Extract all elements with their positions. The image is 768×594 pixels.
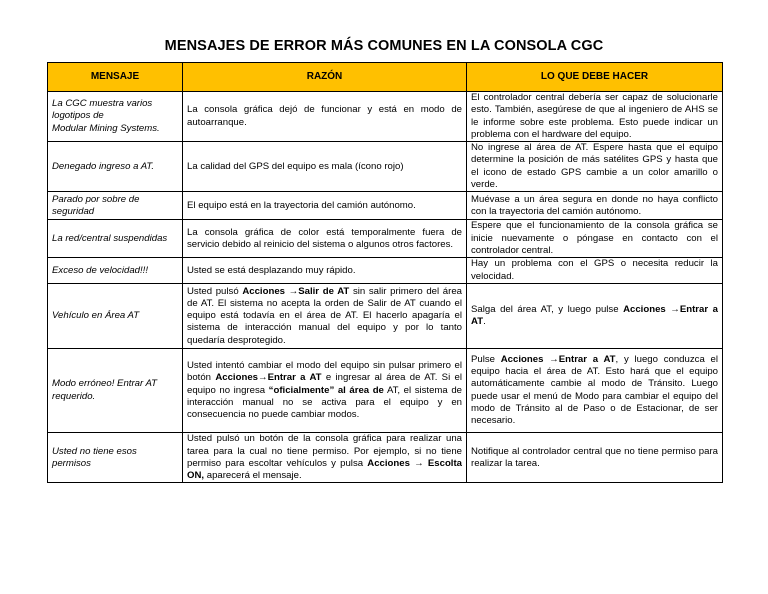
razon-text: Usted pulsó (187, 285, 243, 297)
cell-mensaje (48, 92, 183, 142)
cell-mensaje (48, 433, 183, 483)
table-row (48, 349, 723, 433)
table-row (48, 142, 723, 192)
document-title: MENSAJES DE ERROR MÁS COMUNES EN LA CONSOLA CGC (164, 38, 604, 54)
accion-text: , y luego conduzca el equipo hacia el área de AT. Esto hará que el equipo automáticamente cambie al modo de Tránsito. Luego puede usar el menú de Modo para cambiar el equipo del modo de Tránsito al de Paso o de Estacionar, de ser necesario. (471, 353, 718, 427)
cell-mensaje (48, 284, 183, 349)
mensaje-line: logotipos de (52, 110, 104, 122)
table-row (48, 220, 723, 258)
razon-text: Acciones →Salir de AT (242, 285, 350, 297)
razon-text: Usted pulsó un botón de la consola gráfica para realizar una tarea para la cual no tiene permiso. Por ejemplo, si no tiene permiso para escoltar vehículos y pulsa (187, 433, 462, 469)
header-razon: RAZÓN (183, 63, 467, 92)
mensaje-line: Modular Mining Systems. (52, 122, 160, 134)
cell-accion (467, 284, 723, 349)
cell-mensaje (48, 258, 183, 284)
accion-text: . (483, 316, 486, 328)
razon-text: Usted intentó cambiar el modo del equipo sin pulsar primero el botón (187, 360, 462, 384)
table-row (48, 258, 723, 284)
razon-text: “oficialmente” al área de (268, 384, 384, 396)
accion-text: Salga del área AT, y luego pulse (471, 303, 624, 315)
cell-accion (467, 92, 723, 142)
accion-text: Acciones →Entrar a AT (500, 353, 616, 365)
razon-text: Acciones→Entrar a AT (215, 372, 322, 384)
accion-text: No ingrese al área de AT. Espere hasta que el equipo determine la posición de más satélites GPS y hasta que el icono de estado GPS cambie a un color amarillo o verde. (471, 142, 718, 191)
cell-razon (183, 349, 467, 433)
cell-razon (183, 284, 467, 349)
error-messages-table (47, 62, 723, 483)
table-row (48, 92, 723, 142)
razon-text: sin salir primero del área de AT. El sistema no acepta la orden de Salir de AT cuando el equipo está todavía en el área de AT. El hacerlo apagaría el sistema de interacción manual del equipo y por lo tanto quedaría desprotegido. (187, 285, 462, 346)
header-accion: LO QUE DEBE HACER (467, 63, 723, 92)
mensaje-line: Modo erróneo! Entrar AT (52, 378, 158, 390)
accion-text: Muévase a un área segura en donde no haya conflicto con la trayectoria del camión autónomo. (471, 193, 718, 217)
cell-accion (467, 192, 723, 220)
cell-mensaje (48, 349, 183, 433)
mensaje-line: La red/central suspendidas (52, 232, 168, 244)
accion-text: Pulse (471, 353, 501, 365)
razon-text: Usted se está desplazando muy rápido. (187, 264, 356, 276)
accion-text: Hay un problema con el GPS o necesita reducir la velocidad. (471, 258, 718, 282)
razon-text: AT, el sistema de interacción manual no se activa para el equipo y en consecuencia no puede cambiar modos. (187, 384, 462, 421)
cell-razon (183, 142, 467, 192)
table-row (48, 284, 723, 349)
razon-text: La consola gráfica de color está temporalmente fuera de servicio debido al reinicio del sistema o algunos otros factores. (187, 226, 462, 250)
razon-text: Acciones → Escolta ON, (187, 457, 463, 482)
mensaje-line: Parado por sobre de (52, 193, 140, 205)
mensaje-line: seguridad (52, 205, 95, 217)
cell-razon (183, 220, 467, 258)
cell-accion (467, 258, 723, 284)
cell-razon (183, 192, 467, 220)
accion-text: El controlador central debería ser capaz de solucionarle esto. También, asegúrese de que al ingeniero de AHS se le informe sobre este problema. Esto puede indicar un problema con el hardware del equipo. (471, 92, 718, 140)
table-row (48, 433, 723, 483)
mensaje-line: Vehículo en Área AT (52, 310, 140, 322)
cell-mensaje (48, 192, 183, 220)
cell-mensaje (48, 220, 183, 258)
mensaje-line: Exceso de velocidad!!! (52, 264, 148, 276)
razon-text: El equipo está en la trayectoria del camión autónomo. (187, 199, 416, 211)
cell-razon (183, 92, 467, 142)
cell-razon (183, 258, 467, 284)
mensaje-line: permisos (52, 457, 91, 469)
mensaje-line: La CGC muestra varios (52, 98, 153, 110)
accion-text: Acciones →Entrar a AT (471, 303, 718, 328)
cell-razon (183, 433, 467, 483)
mensaje-line: Denegado ingreso a AT. (52, 160, 155, 172)
razon-text: La calidad del GPS del equipo es mala (ícono rojo) (187, 160, 404, 172)
table-header-row (48, 63, 723, 92)
razon-text: La consola gráfica dejó de funcionar y está en modo de autoarranque. (187, 104, 462, 128)
cell-accion (467, 349, 723, 433)
accion-text: Espere que el funcionamiento de la consola gráfica se inicie nuevamente o póngase en contacto con el controlador central. (471, 220, 718, 256)
razon-text: aparecerá el mensaje. (204, 470, 302, 482)
cell-mensaje (48, 142, 183, 192)
cell-accion (467, 220, 723, 258)
header-mensaje: MENSAJE (48, 63, 183, 92)
mensaje-line: Usted no tiene esos (52, 445, 137, 457)
mensaje-line: requerido. (52, 390, 96, 402)
razon-text: e ingresar al área de AT. Si el equipo no ingresa (187, 372, 462, 396)
cell-accion (467, 142, 723, 192)
table-row (48, 192, 723, 220)
cell-accion (467, 433, 723, 483)
accion-text: Notifique al controlador central que no tiene permiso para realizar la tarea. (471, 445, 718, 469)
